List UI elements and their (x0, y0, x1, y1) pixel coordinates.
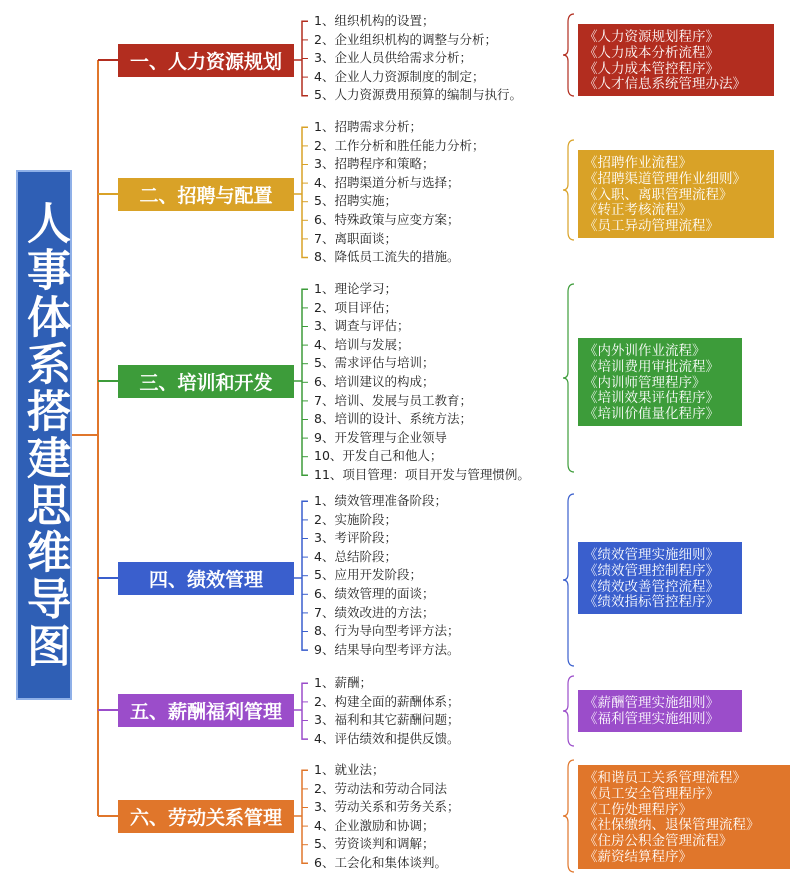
list-item: 11、项目管理：项目开发与管理惯例。 (314, 466, 530, 482)
list-item: 1、就业法； (314, 762, 385, 777)
list-item: 3、招聘程序和策略； (314, 156, 435, 172)
list-item: 3、劳动关系和劳务关系； (314, 799, 460, 815)
list-item: 2、工作分析和胜任能力分析； (314, 137, 485, 153)
list-item: 1、理论学习； (314, 281, 397, 296)
list-item: 4、培训与发展； (314, 336, 410, 352)
list-item: 4、招聘渠道分析与选择； (314, 174, 460, 190)
list-item: 5、应用开发阶段； (314, 567, 422, 583)
items-performance (314, 492, 459, 659)
procedures-hr-planning (578, 24, 774, 96)
procedure-item: 《内训师管理程序》 (584, 374, 706, 391)
list-item: 5、需求评估与培训； (314, 355, 435, 371)
branch-hr-planning: 一、人力资源规划 (118, 44, 294, 77)
procedure-item: 《绩效管理实施细则》 (584, 547, 719, 563)
procedure-item: 《住房公积金管理流程》 (584, 833, 733, 850)
branch-recruitment: 二、招聘与配置 (118, 178, 294, 211)
list-item: 9、结果导向型考评方法。 (314, 641, 460, 657)
branch-labor-relations: 六、劳动关系管理 (118, 800, 294, 833)
list-item: 4、总结阶段； (314, 548, 397, 564)
procedure-item: 《招聘作业流程》 (584, 155, 692, 171)
procedure-item: 《内外训作业流程》 (584, 343, 706, 359)
list-item: 4、企业激励和协调； (314, 817, 435, 833)
procedure-item: 《人力资源规划程序》 (584, 29, 719, 45)
items-recruitment (314, 118, 484, 267)
list-item: 1、薪酬； (314, 675, 372, 690)
list-item: 6、绩效管理的面谈； (314, 585, 435, 601)
list-item: 4、评估绩效和提供反馈。 (314, 730, 460, 746)
procedures-training (578, 338, 742, 426)
branch-compensation: 五、薪酬福利管理 (118, 694, 294, 727)
list-item: 1、绩效管理准备阶段； (314, 493, 447, 508)
list-item: 6、培训建议的构成； (314, 373, 435, 389)
procedure-item: 《人才信息系统管理办法》 (584, 76, 746, 93)
items-compensation (314, 674, 459, 748)
list-item: 2、实施阶段； (314, 511, 397, 527)
list-item: 3、考评阶段； (314, 530, 397, 546)
list-item: 10、开发自己和他人； (314, 448, 443, 464)
procedure-item: 《入职、离职管理流程》 (584, 186, 733, 203)
list-item: 3、企业人员供给需求分析； (314, 50, 472, 66)
list-item: 2、劳动法和劳动合同法 (314, 780, 447, 796)
branch-performance: 四、绩效管理 (118, 562, 294, 595)
root-title: 人事体系搭建思维导图 (16, 170, 72, 700)
procedure-item: 《培训效果评估程序》 (584, 390, 719, 407)
procedure-item: 《员工异动管理流程》 (584, 218, 719, 235)
procedures-performance (578, 542, 742, 614)
procedure-item: 《工伤处理程序》 (584, 801, 692, 818)
procedure-item: 《培训费用审批流程》 (584, 358, 719, 375)
branch-training: 三、培训和开发 (118, 365, 294, 398)
list-item: 8、行为导向型考评方法； (314, 623, 460, 639)
list-item: 1、组织机构的设置； (314, 13, 435, 28)
list-item: 2、企业组织机构的调整与分析； (314, 31, 497, 47)
list-item: 1、招聘需求分析； (314, 119, 422, 134)
procedure-item: 《绩效改善管控流程》 (584, 578, 719, 595)
list-item: 8、培训的设计、系统方法； (314, 411, 472, 427)
procedure-item: 《和谐员工关系管理流程》 (584, 770, 746, 786)
list-item: 6、工会化和集体谈判。 (314, 854, 447, 870)
procedure-item: 《薪酬管理实施细则》 (584, 695, 719, 711)
items-training (314, 280, 530, 485)
procedure-item: 《社保缴纳、退保管理流程》 (584, 817, 760, 834)
procedure-item: 《薪资结算程序》 (584, 848, 692, 865)
list-item: 9、开发管理与企业领导 (314, 429, 447, 445)
list-item: 7、绩效改进的方法； (314, 604, 435, 620)
list-item: 5、招聘实施； (314, 193, 397, 209)
procedure-item: 《人力成本分析流程》 (584, 44, 719, 61)
list-item: 6、特殊政策与应变方案； (314, 211, 460, 227)
procedure-item: 《福利管理实施细则》 (584, 710, 719, 727)
list-item: 5、人力资源费用预算的编制与执行。 (314, 87, 522, 103)
procedure-item: 《培训价值量化程序》 (584, 406, 719, 423)
list-item: 2、构建全面的薪酬体系； (314, 693, 460, 709)
list-item: 3、调查与评估； (314, 318, 410, 334)
procedures-compensation (578, 690, 742, 732)
procedures-recruitment (578, 150, 774, 238)
list-item: 2、项目评估； (314, 299, 397, 315)
procedure-item: 《人力成本管控程序》 (584, 60, 719, 77)
list-item: 3、福利和其它薪酬问题； (314, 712, 460, 728)
procedure-item: 《转正考核流程》 (584, 202, 692, 219)
items-labor-relations (314, 761, 459, 873)
procedures-labor-relations (578, 765, 790, 869)
list-item: 7、培训、发展与员工教育； (314, 392, 472, 408)
list-item: 5、劳资谈判和调解； (314, 836, 435, 852)
procedure-item: 《招聘渠道管理作业细则》 (584, 170, 746, 187)
procedure-item: 《员工安全管理程序》 (584, 785, 719, 802)
list-item: 7、离职面谈； (314, 230, 397, 246)
list-item: 4、企业人力资源制度的制定； (314, 68, 485, 84)
procedure-item: 《绩效指标管控程序》 (584, 594, 719, 611)
procedure-item: 《绩效管理控制程序》 (584, 562, 719, 579)
items-hr-planning (314, 12, 522, 105)
list-item: 8、降低员工流失的措施。 (314, 249, 460, 265)
